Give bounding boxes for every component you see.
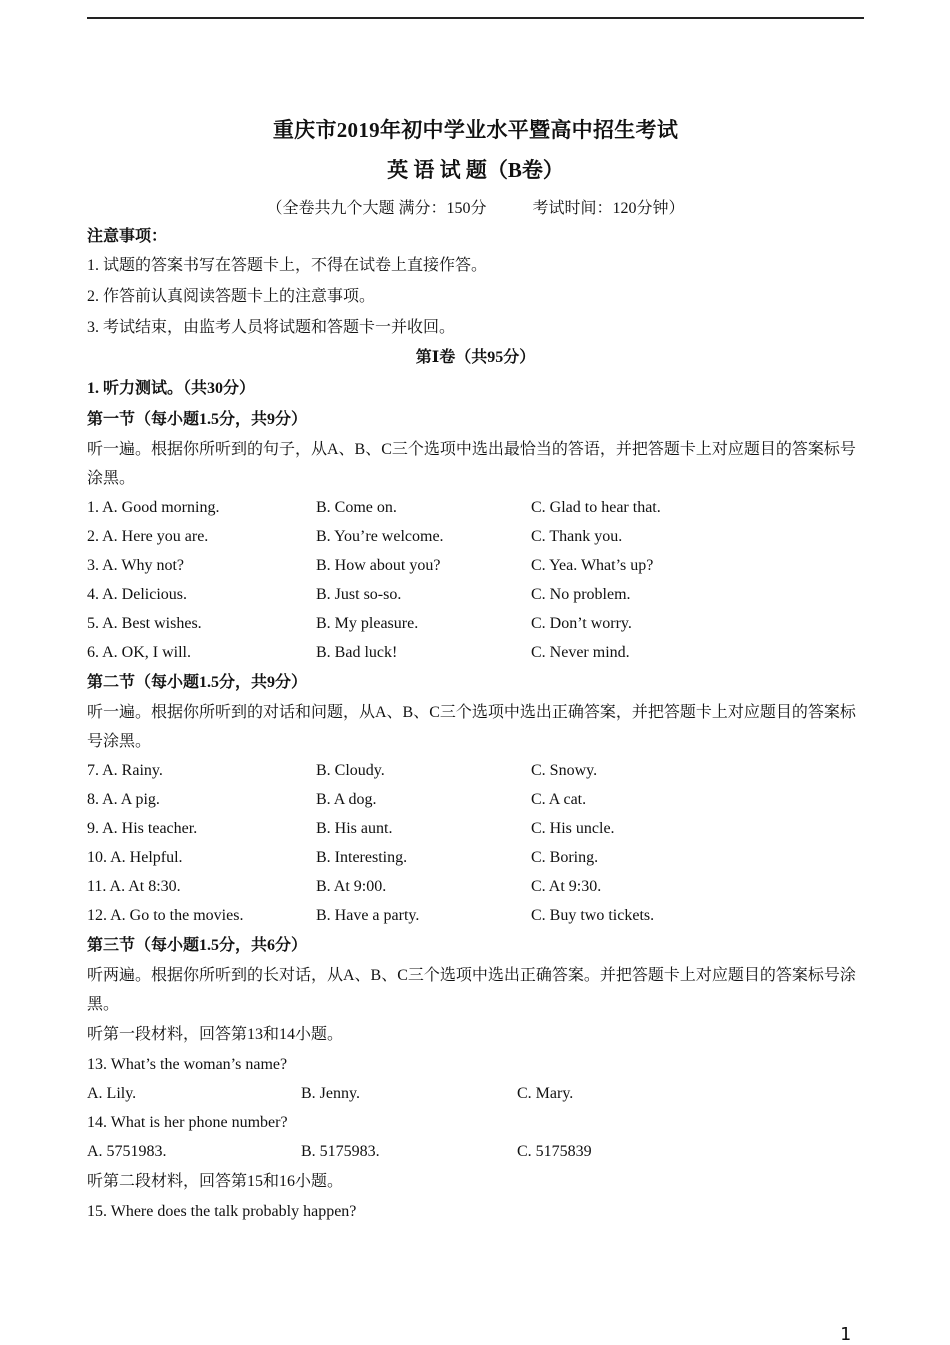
section3-instruction: 听两遍。根据你所听到的长对话，从A、B、C三个选项中选出正确答案。并把答题卡上对应题目的答案标号涂黑。 [87, 967, 856, 1013]
option-c: C. No problem. [531, 586, 631, 603]
option-c: C. 5175839 [517, 1143, 592, 1160]
notes-item-3: 3. 考试结束，由监考人员将试题和答题卡一并收回。 [87, 319, 456, 336]
option-a: 4. A. Delicious. [87, 586, 187, 603]
question-14: 14. What is her phone number? [87, 1114, 288, 1131]
question-row [87, 1137, 864, 1166]
section3-heading: 第三节（每小题1.5分，共6分） [87, 937, 308, 954]
option-b: B. Cloudy. [316, 762, 385, 779]
option-c: C. Mary. [517, 1085, 574, 1102]
option-a: 6. A. OK, I will. [87, 644, 191, 661]
question-row [87, 843, 864, 872]
notes-item-2: 2. 作答前认真阅读答题卡上的注意事项。 [87, 288, 376, 305]
exam-subtitle: 英 语 试 题（B卷） [387, 158, 564, 182]
section2-instruction: 听一遍。根据你所听到的对话和问题，从A、B、C三个选项中选出正确答案，并把答题卡上对应题目的答案标号涂黑。 [87, 704, 856, 750]
option-b: B. A dog. [316, 791, 377, 808]
option-a: 7. A. Rainy. [87, 762, 163, 779]
option-b: B. 5175983. [301, 1143, 380, 1160]
question-row [87, 872, 864, 901]
section1-heading: 第一节（每小题1.5分，共9分） [87, 411, 308, 428]
option-a: 1. A. Good morning. [87, 499, 220, 516]
question-row [87, 1079, 864, 1108]
question-row [87, 522, 864, 551]
option-c: C. Yea. What’s up? [531, 557, 654, 574]
exam-info [87, 195, 864, 218]
option-c: C. Don’t worry. [531, 615, 632, 632]
option-b: B. Come on. [316, 499, 397, 516]
option-a: 11. A. At 8:30. [87, 878, 181, 895]
notes-item-1: 1. 试题的答案书写在答题卡上，不得在试卷上直接作答。 [87, 257, 488, 274]
option-c: C. A cat. [531, 791, 587, 808]
option-a: A. 5751983. [87, 1143, 167, 1160]
option-b: B. At 9:00. [316, 878, 387, 895]
question-row [87, 638, 864, 667]
option-a: 8. A. A pig. [87, 791, 160, 808]
option-c: C. Boring. [531, 849, 599, 866]
question-13: 13. What’s the woman’s name? [87, 1056, 288, 1073]
question-15: 15. Where does the talk probably happen? [87, 1203, 357, 1220]
notes-heading: 注意事项： [87, 228, 168, 245]
option-c: C. Buy two tickets. [531, 907, 655, 924]
option-b: B. You’re welcome. [316, 528, 444, 545]
option-c: C. Never mind. [531, 644, 630, 661]
exam-info-score: （全卷共九个大题 满分：150分 [266, 200, 487, 217]
option-a: A. Lily. [87, 1085, 137, 1102]
question-row [87, 785, 864, 814]
option-b: B. Just so-so. [316, 586, 402, 603]
material-1-note: 听第一段材料，回答第13和14小题。 [87, 1026, 344, 1043]
option-a: 9. A. His teacher. [87, 820, 198, 837]
question-row [87, 580, 864, 609]
section1-instruction: 听一遍。根据你所听到的句子，从A、B、C三个选项中选出最恰当的答语，并把答题卡上对应题目的答案标号涂黑。 [87, 441, 856, 487]
option-a: 10. A. Helpful. [87, 849, 183, 866]
option-c: C. His uncle. [531, 820, 615, 837]
option-b: B. Jenny. [301, 1085, 360, 1102]
option-b: B. My pleasure. [316, 615, 419, 632]
page-number: 1 [840, 1324, 851, 1345]
material-2-note: 听第二段材料，回答第15和16小题。 [87, 1173, 344, 1190]
option-a: 12. A. Go to the movies. [87, 907, 244, 924]
option-b: B. Bad luck! [316, 644, 398, 661]
section2-heading: 第二节（每小题1.5分，共9分） [87, 674, 308, 691]
option-a: 5. A. Best wishes. [87, 615, 202, 632]
option-b: B. His aunt. [316, 820, 393, 837]
question-row [87, 814, 864, 843]
part1-title: 1. 听力测试。（共30分） [87, 380, 256, 397]
option-c: C. Glad to hear that. [531, 499, 661, 516]
option-c: C. Thank you. [531, 528, 623, 545]
option-b: B. How about you? [316, 557, 441, 574]
volume-title: 第Ⅰ卷（共95分） [415, 349, 536, 366]
option-c: C. At 9:30. [531, 878, 602, 895]
exam-title: 重庆市2019年初中学业水平暨高中招生考试 [272, 118, 679, 142]
option-b: B. Have a party. [316, 907, 420, 924]
question-row [87, 756, 864, 785]
question-row [87, 493, 864, 522]
option-c: C. Snowy. [531, 762, 598, 779]
top-rule [87, 17, 864, 19]
option-b: B. Interesting. [316, 849, 408, 866]
exam-info-time: 考试时间：120分钟） [532, 200, 685, 217]
option-a: 3. A. Why not? [87, 557, 185, 574]
question-row [87, 901, 864, 930]
option-a: 2. A. Here you are. [87, 528, 209, 545]
question-row [87, 609, 864, 638]
question-row [87, 551, 864, 580]
